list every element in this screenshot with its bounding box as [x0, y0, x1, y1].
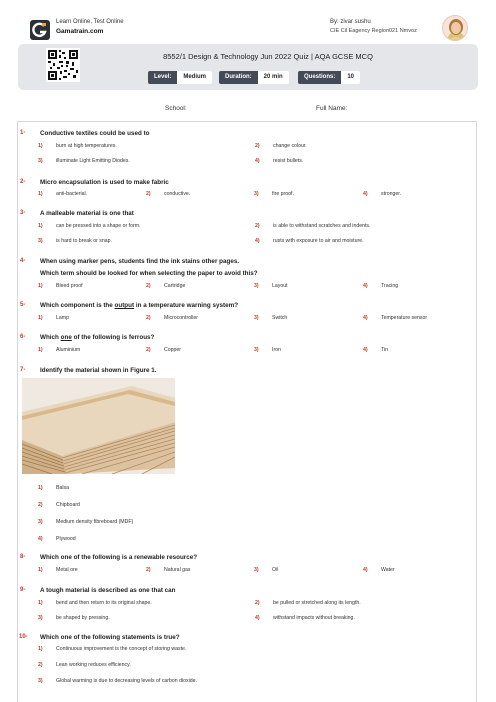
level-chip: [148, 71, 212, 84]
option-3[interactable]: 3) is hard to break or snap.: [38, 238, 112, 244]
question-text: Conductive textiles could be used to: [40, 130, 150, 137]
question-number: 7-: [20, 367, 26, 373]
option-4[interactable]: 4) withstand impacts without breaking.: [255, 615, 355, 621]
option-1[interactable]: 1) burn at high temperatures.: [38, 143, 117, 149]
level-value: Medium: [177, 71, 212, 84]
duration-chip: [219, 71, 289, 84]
quiz-title: 8552/1 Design & Technology Jun 2022 Quiz | AQA GCSE MCQ: [163, 52, 373, 61]
option-4[interactable]: 4) stronger.: [363, 191, 402, 197]
option-3[interactable]: 3) Switch: [254, 315, 288, 321]
option-2[interactable]: 2) change colour.: [255, 143, 307, 149]
option-1[interactable]: 1) anti-bacterial.: [38, 191, 88, 197]
option-3[interactable]: 3) Medium density fibreboard (MDF): [38, 519, 134, 525]
questions-value: 10: [341, 71, 360, 84]
school-field-label[interactable]: School:: [165, 105, 187, 112]
option-1[interactable]: 1) can be pressed into a shape or form.: [38, 223, 141, 229]
quiz-banner: [18, 44, 478, 90]
question-subtext: Which term should be looked for when selecting the paper to avoid this?: [40, 270, 258, 277]
option-1[interactable]: 1) Bleed proof: [38, 283, 83, 289]
duration-value: 20 min: [258, 71, 289, 84]
option-2[interactable]: 2) Microcontroller: [146, 315, 199, 321]
question-text: Which one of the following statements is true?: [40, 634, 180, 641]
option-1[interactable]: 1) Metal ore: [38, 567, 78, 573]
question-text: Which one of the following is ferrous?: [40, 334, 155, 341]
option-3[interactable]: 3) Oil: [254, 567, 279, 573]
figure-1-plywood-image: [22, 378, 175, 474]
questions-chip: [298, 71, 360, 84]
plywood-stack-icon: [22, 378, 175, 474]
question-text: A tough material is described as one that can: [40, 587, 176, 594]
option-4[interactable]: 4) Tin: [363, 347, 389, 353]
question-number: 3-: [20, 210, 26, 216]
option-3[interactable]: 3) fire proof.: [254, 191, 294, 197]
option-2[interactable]: 2) conductive.: [146, 191, 191, 197]
fullname-field-label[interactable]: Full Name:: [316, 105, 348, 112]
author-name: By: zivar sushu: [330, 19, 371, 25]
question-number: 8-: [20, 554, 26, 560]
qr-code-icon[interactable]: [46, 48, 80, 82]
option-4[interactable]: 4) Tracing: [363, 283, 399, 289]
option-2[interactable]: 2) Cartridge: [146, 283, 186, 289]
questions-label: Questions:: [298, 71, 341, 84]
question-text: Which component is the output in a temperature warning system?: [40, 302, 239, 309]
question-text: When using marker pens, students find the ink stains other pages.: [40, 258, 240, 265]
option-2[interactable]: 2) be pulled or stretched along its length.: [255, 600, 361, 606]
option-4[interactable]: 4) resist bullets.: [255, 158, 304, 164]
option-2[interactable]: 2) Copper: [146, 347, 182, 353]
top-bar: [30, 18, 470, 46]
option-3[interactable]: 3) illuminate Light Emitting Diodes.: [38, 158, 130, 164]
option-1[interactable]: 1) Aluminium: [38, 347, 81, 353]
brand-tagline: Learn Online, Test Online: [56, 19, 124, 25]
question-number: 1-: [20, 130, 26, 136]
option-3[interactable]: 3) be shaped by pressing.: [38, 615, 110, 621]
option-4[interactable]: 4) rusts with exposure to air and moisture.: [255, 238, 364, 244]
duration-label: Duration:: [219, 71, 258, 84]
option-2[interactable]: 2) Lean working reduces efficiency.: [38, 662, 131, 668]
gamatrain-logo-icon: [30, 20, 50, 40]
brand-site[interactable]: Gamatrain.com: [56, 28, 104, 35]
avatar-portrait-icon: [443, 16, 468, 41]
question-text: Identify the material shown in Figure 1.: [40, 367, 157, 374]
option-3[interactable]: 3) Global warming is due to decreasing levels of carbon dioxide.: [38, 678, 198, 684]
option-1[interactable]: 1) bend and then return to its original shape.: [38, 600, 152, 606]
option-3[interactable]: 3) Layout: [254, 283, 288, 289]
question-number: 10-: [19, 634, 28, 640]
question-number: 2-: [20, 179, 26, 185]
level-label: Level:: [148, 71, 177, 84]
option-2[interactable]: 2) Natural gas: [146, 567, 191, 573]
question-number: 6-: [20, 334, 26, 340]
option-3[interactable]: 3) Iron: [254, 347, 281, 353]
option-4[interactable]: 4) Plywood: [38, 536, 76, 542]
option-4[interactable]: 4) Temperature sensor: [363, 315, 428, 321]
option-1[interactable]: 1) Lamp: [38, 315, 69, 321]
avatar: [442, 15, 468, 41]
question-number: 5-: [20, 302, 26, 308]
option-2[interactable]: 2) is able to withstand scratches and indents.: [255, 223, 371, 229]
question-text: Which one of the following is a renewable resource?: [40, 554, 198, 561]
option-1[interactable]: 1) Continuous improvement is the concept of storing waste.: [38, 646, 187, 652]
question-text: Micro encapsulation is used to make fabric: [40, 179, 169, 186]
question-number: 4-: [20, 258, 26, 264]
option-2[interactable]: 2) Chipboard: [38, 502, 80, 508]
author-org: CIE Cil Eagency Region021 Nmvoz: [330, 28, 417, 34]
option-4[interactable]: 4) Water: [363, 567, 395, 573]
question-number: 9-: [20, 587, 26, 593]
option-1[interactable]: 1) Balsa: [38, 485, 69, 491]
question-text: A malleable material is one that: [40, 210, 134, 217]
